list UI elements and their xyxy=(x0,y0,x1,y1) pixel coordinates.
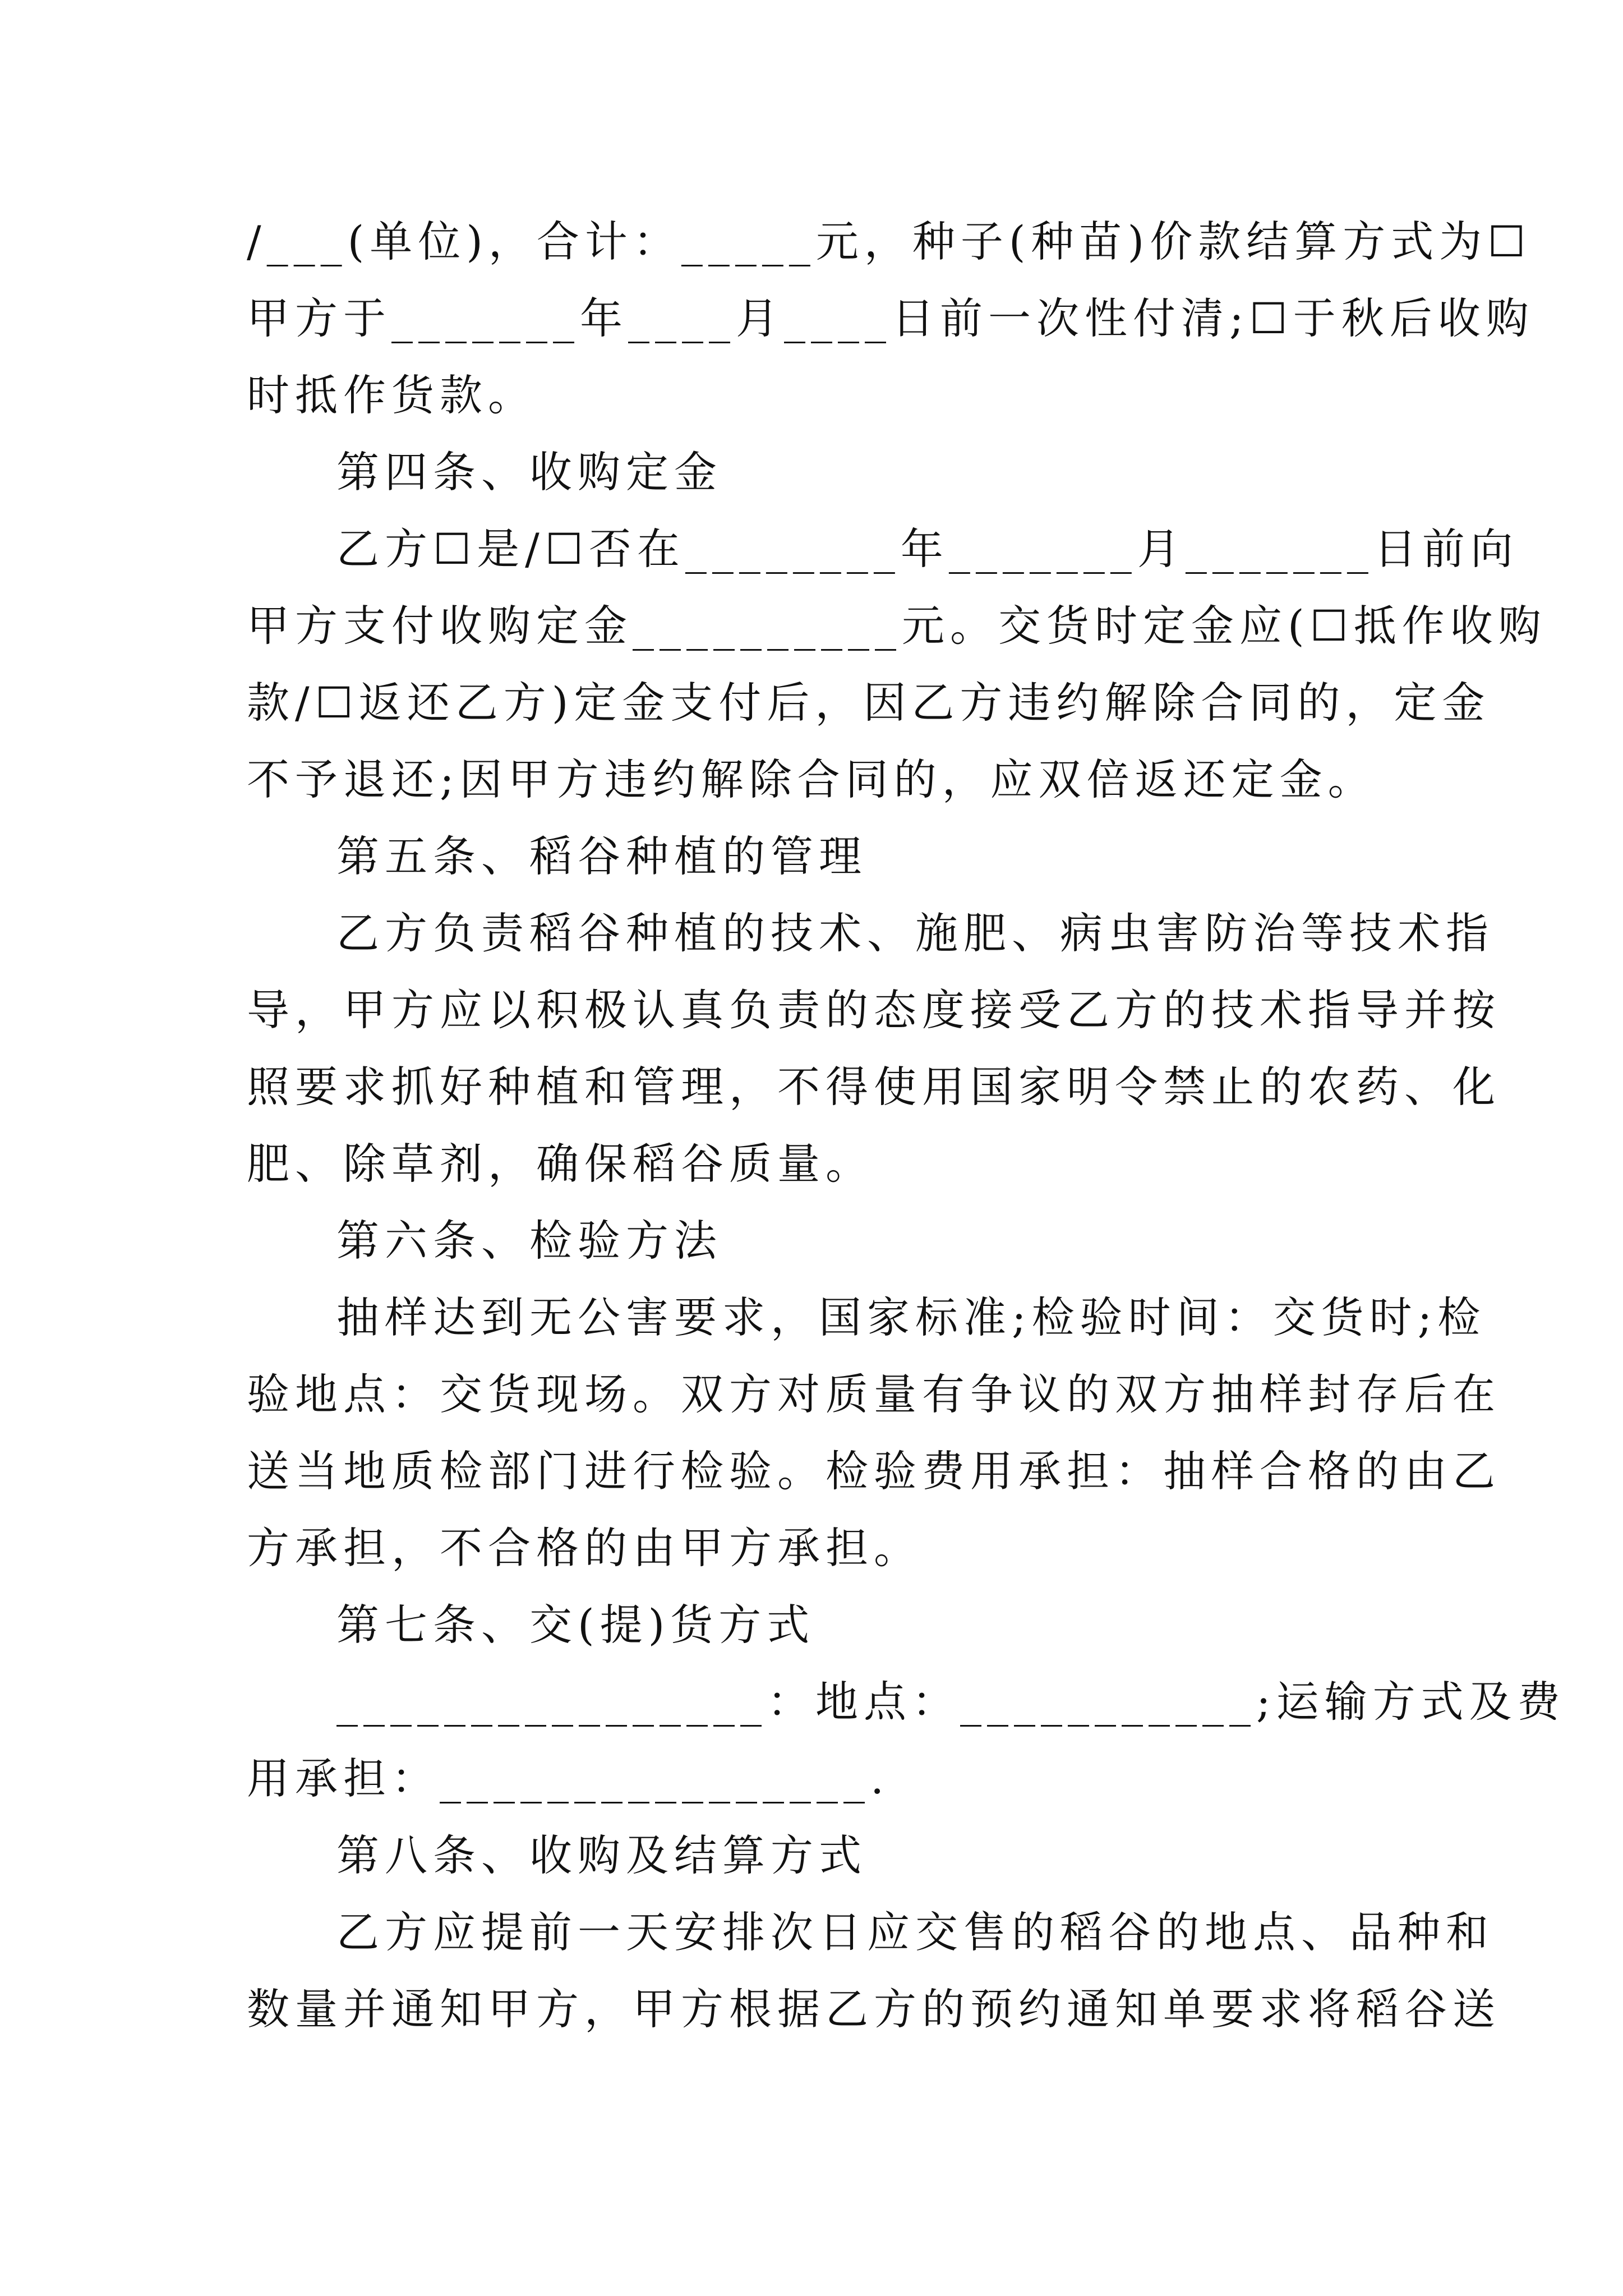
section-heading: 第四条、收购定金 xyxy=(336,447,722,497)
text-line: 乙方☐是/☐否在________年_______月_______日前向 xyxy=(336,524,1519,574)
text-line: ________________：地点：___________;运输方式及费 xyxy=(336,1677,1566,1727)
section-heading: 第五条、稻谷种植的管理 xyxy=(336,831,867,881)
text-line: 不予退还;因甲方违约解除合同的，应双倍返还定金。 xyxy=(247,754,1376,804)
text-line: 方承担，不合格的由甲方承担。 xyxy=(247,1523,922,1573)
text-line: 抽样达到无公害要求，国家标准;检验时间：交货时;检 xyxy=(336,1292,1486,1342)
text-line: 验地点：交货现场。双方对质量有争议的双方抽样封存后在 xyxy=(247,1369,1501,1419)
text-line: 时抵作货款。 xyxy=(247,370,536,420)
text-line: 数量并通知甲方，甲方根据乙方的预约通知单要求将稻谷送 xyxy=(247,1984,1501,2034)
text-line: 乙方负责稻谷种植的技术、施肥、病虫害防治等技术指 xyxy=(336,908,1494,958)
text-line: /___(单位)，合计：_____元，种子(种苗)价款结算方式为☐ xyxy=(247,217,1532,266)
section-heading: 第八条、收购及结算方式 xyxy=(336,1830,867,1880)
text-line: 导，甲方应以积极认真负责的态度接受乙方的技术指导并按 xyxy=(247,985,1501,1035)
text-line: 肥、除草剂，确保稻谷质量。 xyxy=(247,1139,874,1189)
text-line: 款/☐返还乙方)定金支付后，因乙方违约解除合同的，定金 xyxy=(247,678,1491,728)
text-line: 用承担：________________. xyxy=(247,1754,890,1803)
text-line: 送当地质检部门进行检验。检验费用承担：抽样合格的由乙 xyxy=(247,1446,1501,1496)
section-heading: 第六条、检验方法 xyxy=(336,1216,722,1266)
text-line: 乙方应提前一天安排次日应交售的稻谷的地点、品种和 xyxy=(336,1907,1494,1957)
text-line: 照要求抓好种植和管理，不得使用国家明令禁止的农药、化 xyxy=(247,1062,1501,1112)
text-line: 甲方支付收购定金__________元。交货时定金应(☐抵作收购 xyxy=(247,601,1547,651)
text-line: 甲方于_______年____月____日前一次性付清;☐于秋后收购 xyxy=(247,293,1534,343)
section-heading: 第七条、交(提)货方式 xyxy=(336,1600,815,1650)
